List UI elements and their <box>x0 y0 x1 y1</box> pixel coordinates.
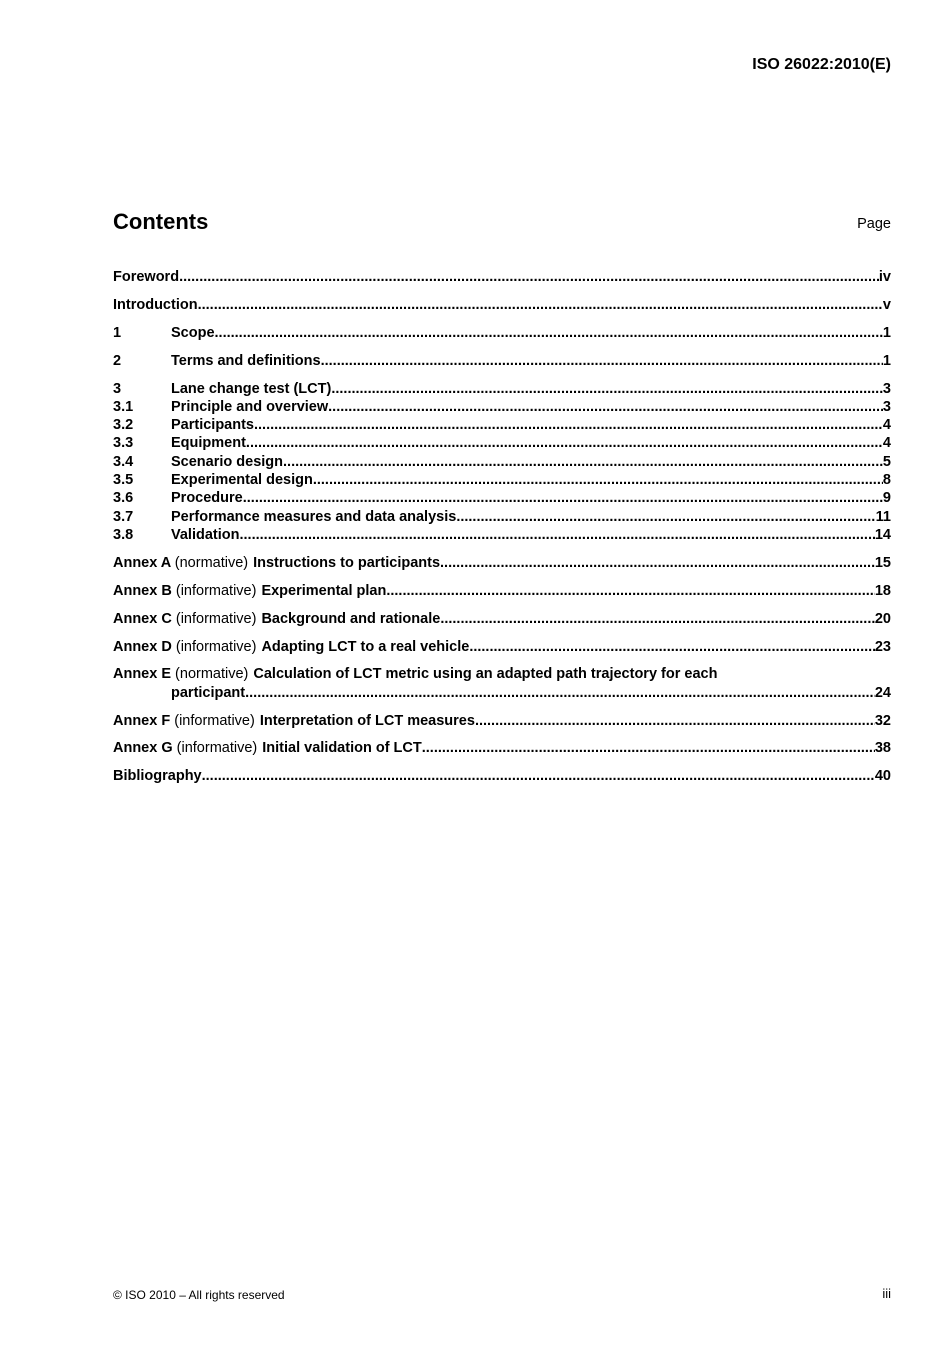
document-id: ISO 26022:2010(E) <box>752 56 891 73</box>
toc-entry-title <box>113 638 469 656</box>
toc-entry-number: 3.2 <box>113 417 134 434</box>
toc-entry-annex[interactable] <box>113 665 891 683</box>
toc-entry-title: Scenario design <box>171 453 284 470</box>
toc-entry-subclause[interactable] <box>113 471 891 489</box>
dot-leader <box>246 434 883 452</box>
annex-title: Interpretation of LCT measures <box>259 712 475 729</box>
toc-entry-clause[interactable] <box>113 324 891 342</box>
annex-type: (normative) <box>175 666 249 683</box>
toc-entry-introduction[interactable] <box>113 296 891 314</box>
toc-entry-subclause[interactable] <box>113 526 891 544</box>
toc-entry-title: Lane change test (LCT) <box>171 380 332 397</box>
dot-leader <box>240 526 875 544</box>
dot-leader <box>475 712 875 730</box>
toc-entry-title: Experimental design <box>171 472 313 489</box>
toc-entry-title: Equipment <box>171 435 246 452</box>
toc-entry-page: 23 <box>874 638 891 655</box>
toc-entry-number: 3.5 <box>113 472 134 489</box>
toc-entry-title: Procedure <box>171 490 243 507</box>
annex-title: Background and rationale <box>261 610 441 627</box>
toc-entry-title: Introduction <box>113 296 198 313</box>
dot-leader <box>215 324 883 342</box>
toc-entry-page: 40 <box>874 768 891 785</box>
toc-entry-page: 18 <box>874 582 891 599</box>
toc-entry-title <box>113 582 386 600</box>
toc-entry-annex-continuation[interactable] <box>113 684 891 702</box>
toc-entry-title: Participants <box>171 417 254 434</box>
toc-entry-page: 5 <box>882 453 891 470</box>
annex-title: Initial validation of LCT <box>262 740 422 757</box>
toc-entry-subclause[interactable] <box>113 416 891 434</box>
toc-entry-page: 24 <box>874 684 891 701</box>
annex-type: (informative) <box>176 740 258 757</box>
annex-label: Annex G <box>113 740 173 757</box>
toc-entry-title: Terms and definitions <box>171 352 321 369</box>
dot-leader <box>202 767 875 785</box>
annex-title: Calculation of LCT metric using an adapted path trajectory for each <box>253 666 718 683</box>
dot-leader <box>331 380 883 398</box>
toc-entry-page: 4 <box>882 417 891 434</box>
toc-entry-page: 9 <box>882 490 891 507</box>
toc-entry-title <box>113 610 440 628</box>
toc-entry-number: 3.8 <box>113 526 134 543</box>
dot-leader <box>440 554 875 572</box>
page-number: iii <box>882 1286 891 1301</box>
dot-leader <box>313 471 883 489</box>
toc-entry-page: 32 <box>874 712 891 729</box>
toc-entry-subclause[interactable] <box>113 508 891 526</box>
toc-entry-annex[interactable] <box>113 582 891 600</box>
toc-entry-page: 11 <box>875 508 891 525</box>
toc-entry-annex[interactable] <box>113 554 891 572</box>
toc-entry-annex[interactable] <box>113 610 891 628</box>
toc-entry-number: 2 <box>113 352 122 369</box>
toc-entry-number: 3.3 <box>113 435 134 452</box>
annex-type: (informative) <box>175 610 257 627</box>
dot-leader <box>386 582 875 600</box>
dot-leader <box>283 453 883 471</box>
toc-entry-title: Validation <box>171 526 240 543</box>
toc-entry-page: 14 <box>874 526 891 543</box>
toc-entry-page: 3 <box>882 398 891 415</box>
annex-title: Adapting LCT to a real vehicle <box>261 638 470 655</box>
toc-entry-title <box>113 665 717 683</box>
annex-label: Annex C <box>113 610 172 627</box>
dot-leader <box>254 416 883 434</box>
toc-entry-page: 4 <box>882 435 891 452</box>
toc-entry-subclause[interactable] <box>113 398 891 416</box>
toc-entry-page: v <box>882 296 891 313</box>
dot-leader <box>179 268 879 286</box>
toc-entry-number: 3 <box>113 380 122 397</box>
annex-label: Annex D <box>113 638 172 655</box>
toc-entry-title <box>113 554 440 572</box>
toc-entry-page: 1 <box>882 324 891 341</box>
toc-entry-number: 3.7 <box>113 508 134 525</box>
annex-title: Instructions to participants <box>253 554 441 571</box>
dot-leader <box>198 296 883 314</box>
annex-label: Annex E <box>113 666 172 683</box>
dot-leader <box>456 508 875 526</box>
toc-entry-page: 38 <box>874 740 891 757</box>
dot-leader <box>243 489 883 507</box>
toc-entry-annex[interactable] <box>113 712 891 730</box>
toc-entry-clause[interactable] <box>113 380 891 398</box>
dot-leader <box>245 684 875 702</box>
toc-entry-annex[interactable] <box>113 739 891 757</box>
toc-entry-title <box>113 739 422 757</box>
toc-entry-page: 1 <box>882 352 891 369</box>
toc-entry-subclause[interactable] <box>113 434 891 452</box>
copyright-notice: © ISO 2010 – All rights reserved <box>113 1288 285 1302</box>
annex-label: Annex F <box>113 712 171 729</box>
toc-entry-subclause[interactable] <box>113 489 891 507</box>
toc-entry-title: Principle and overview <box>171 398 329 415</box>
toc-entry-foreword[interactable] <box>113 268 891 286</box>
toc-entry-page: 15 <box>874 554 891 571</box>
annex-type: (informative) <box>174 712 255 729</box>
toc-entry-number: 1 <box>113 324 122 341</box>
toc-entry-number: 3.6 <box>113 490 134 507</box>
toc-entry-title: Scope <box>171 324 215 341</box>
annex-type: (informative) <box>175 638 257 655</box>
toc-entry-title: Bibliography <box>113 768 202 785</box>
table-of-contents <box>113 268 891 786</box>
dot-leader <box>422 739 875 757</box>
dot-leader <box>440 610 875 628</box>
toc-entry-bibliography[interactable] <box>113 767 891 785</box>
toc-entry-clause[interactable] <box>113 352 891 370</box>
contents-title: Contents <box>113 209 209 234</box>
toc-entry-annex[interactable] <box>113 638 891 656</box>
annex-type: (informative) <box>175 582 257 599</box>
page-column-label: Page <box>857 216 891 232</box>
annex-label: Annex A <box>113 554 171 571</box>
toc-entry-subclause[interactable] <box>113 453 891 471</box>
annex-title: Experimental plan <box>261 582 387 599</box>
toc-entry-page: 3 <box>882 380 891 397</box>
toc-entry-title: Performance measures and data analysis <box>171 508 457 525</box>
toc-entry-title: Foreword <box>113 269 180 285</box>
toc-entry-page: 8 <box>882 472 891 489</box>
toc-entry-number: 3.4 <box>113 453 134 470</box>
toc-entry-title <box>113 712 475 730</box>
dot-leader <box>328 398 883 416</box>
dot-leader <box>469 638 875 656</box>
annex-type: (normative) <box>174 554 249 571</box>
toc-entry-number: 3.1 <box>113 398 134 415</box>
toc-entry-page: 20 <box>874 610 891 627</box>
annex-label: Annex B <box>113 582 172 599</box>
toc-entry-page: iv <box>878 269 891 285</box>
dot-leader <box>321 352 883 370</box>
annex-title-continuation: participant <box>171 684 246 701</box>
